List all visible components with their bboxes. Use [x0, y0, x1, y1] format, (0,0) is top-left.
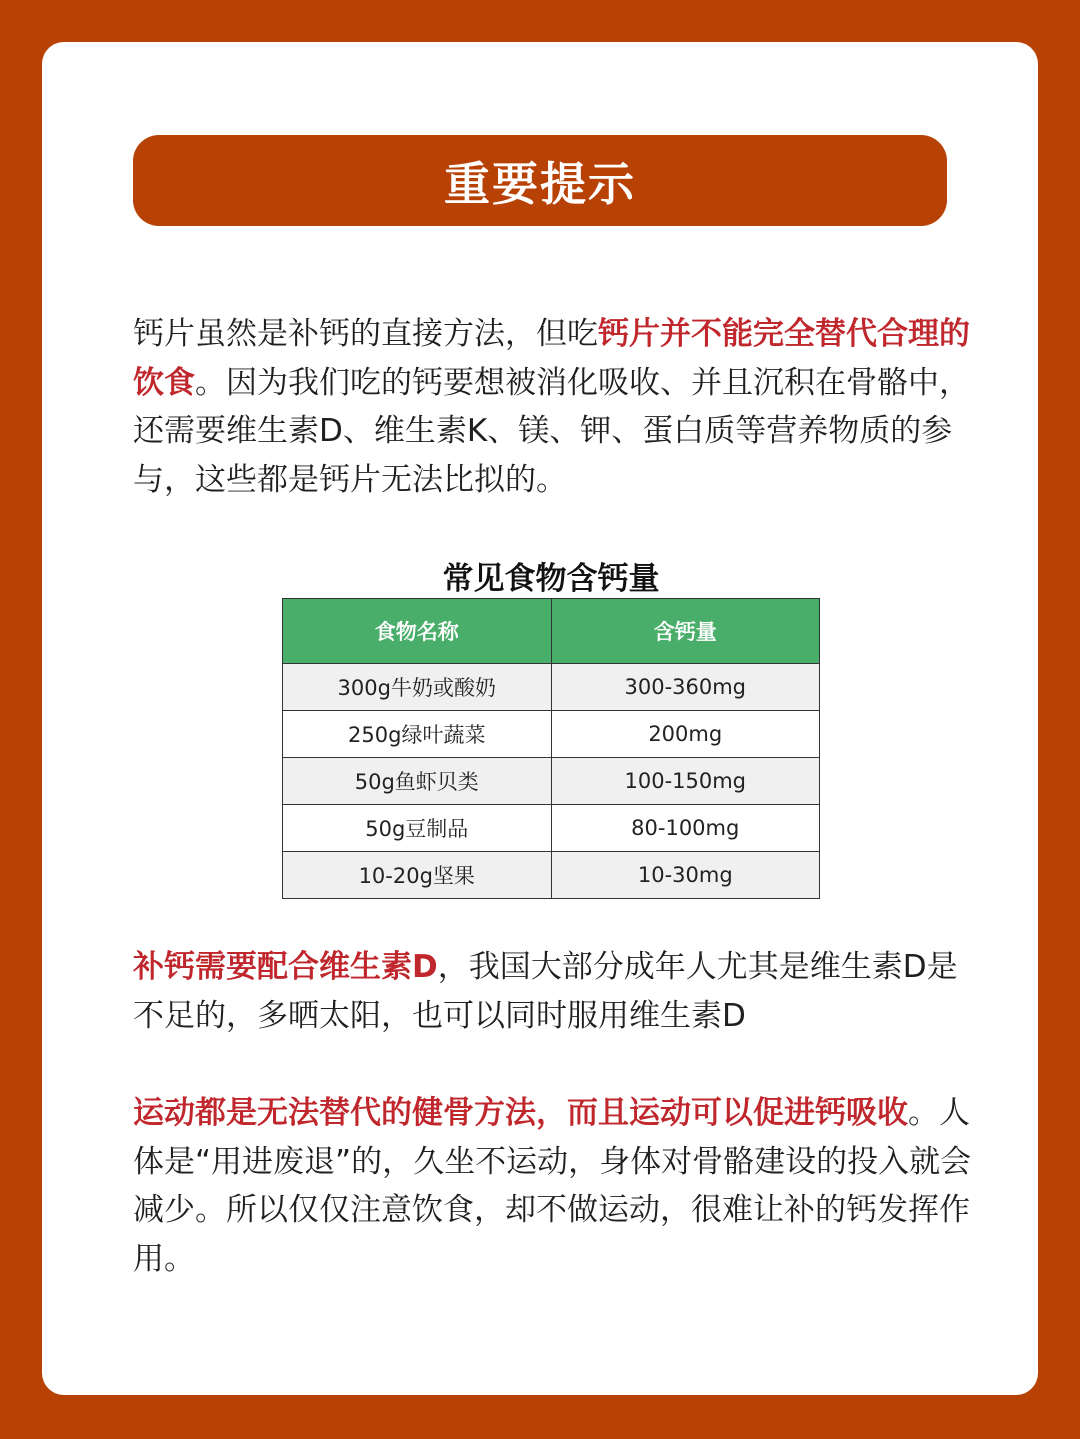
table-row: [283, 758, 820, 805]
vitamin-d-highlight: 补钙需要配合维生素D: [133, 949, 438, 985]
table-caption: 常见食物含钙量: [442, 561, 660, 597]
vitamin-d-paragraph: [133, 943, 983, 1040]
food-cell: 10-20g坚果: [283, 852, 552, 899]
title-banner-inner: [133, 135, 947, 226]
exercise-text: 。人体是“用进废退”的，久坐不运动，身体对骨骼建设的投入就会减少。所以仅仅注意饮食，却不做运动，很难让补的钙发挥作用。: [133, 1095, 972, 1277]
intro-text-1: 钙片虽然是补钙的直接方法，但吃: [133, 316, 598, 352]
page-title-text: 重要提示: [444, 156, 636, 211]
intro-text-2: 。因为我们吃的钙要想被消化吸收、并且沉积在骨骼中，还需要维生素D、维生素K、镁、钾、蛋白质等营养物质的参与，这些都是钙片无法比拟的。: [133, 364, 970, 498]
calcium-cell: 10-30mg: [551, 852, 820, 899]
calcium-content-table: [282, 598, 820, 899]
table-row: [283, 805, 820, 852]
exercise-paragraph: [133, 1089, 983, 1283]
table-row: [283, 664, 820, 711]
intro-paragraph: [133, 310, 983, 504]
calcium-cell: 100-150mg: [551, 758, 820, 805]
vitamin-d-text: ，我国大部分成年人尤其是维生素D是不足的，多晒太阳，也可以同时服用维生素D: [133, 949, 958, 1034]
table-row: [283, 852, 820, 899]
exercise-highlight: 运动都是无法替代的健骨方法，而且运动可以促进钙吸收: [133, 1095, 908, 1131]
calcium-cell: 300-360mg: [551, 664, 820, 711]
food-cell: 50g豆制品: [283, 805, 552, 852]
table-header-row: [283, 599, 820, 664]
content-card: [42, 42, 1038, 1395]
food-cell: 250g绿叶蔬菜: [283, 711, 552, 758]
food-cell: 300g牛奶或酸奶: [283, 664, 552, 711]
intro-highlight: 钙片并不能完全替代合理的饮食: [133, 316, 970, 401]
calcium-cell: 200mg: [551, 711, 820, 758]
table-row: [283, 711, 820, 758]
header-food-name: 食物名称: [283, 599, 552, 664]
calcium-cell: 80-100mg: [551, 805, 820, 852]
header-calcium-amount: 含钙量: [551, 599, 820, 664]
food-cell: 50g鱼虾贝类: [283, 758, 552, 805]
